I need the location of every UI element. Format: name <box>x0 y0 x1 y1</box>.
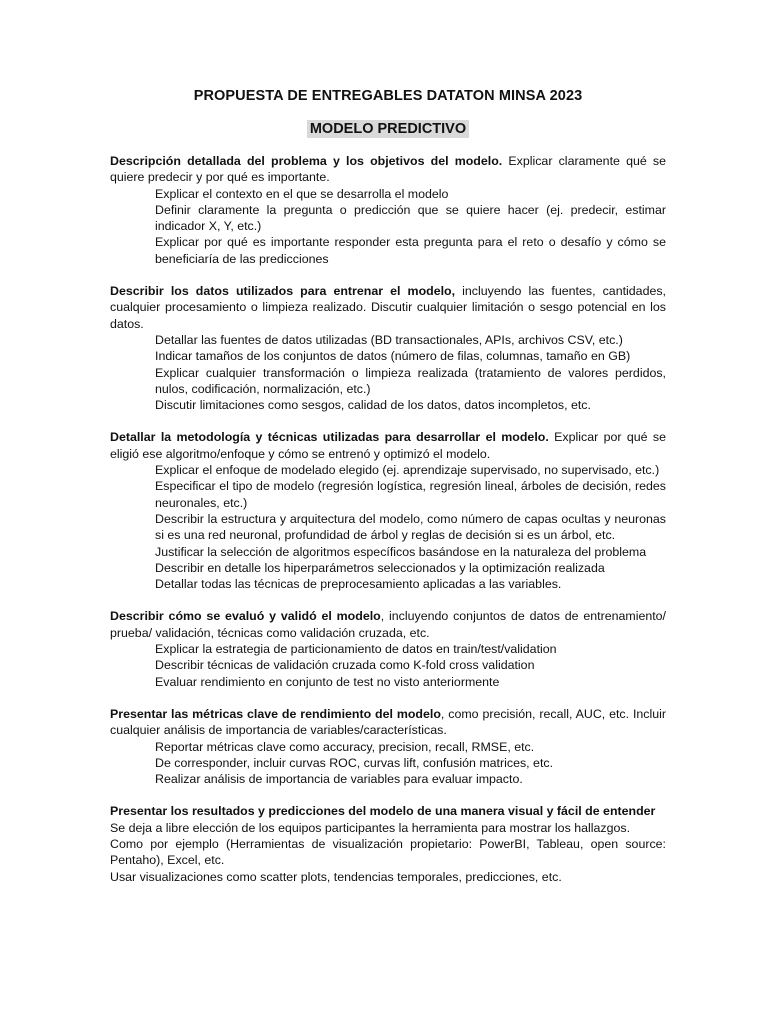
section-heading: Presentar las métricas clave de rendimiento del modelo <box>110 706 441 721</box>
section-lead <box>110 706 666 739</box>
section-intro: incluyendo las fuentes, cantidades, cualquier procesamiento o limpieza realizado. Discutir cualquier limitación o sesgo potencial en los datos. <box>110 284 666 331</box>
section-item-list <box>110 641 666 690</box>
document-title: PROPUESTA DE ENTREGABLES DATATON MINSA 2023 <box>193 88 583 104</box>
body-line: Como por ejemplo (Herramientas de visualización propietario: PowerBI, Tableau, open source: Pentaho), Excel, etc. <box>110 836 666 868</box>
list-item: Explicar la estrategia de particionamiento de datos en train/test/validation <box>155 642 557 657</box>
list-item: Explicar cualquier transformación o limpieza realizada (tratamiento de valores perdidos, nulos, codificación, normalización, etc.) <box>155 365 666 396</box>
list-item: De corresponder, incluir curvas ROC, curvas lift, confusión matrices, etc. <box>155 755 554 770</box>
section-2 <box>110 283 666 413</box>
list-item: Indicar tamaños de los conjuntos de datos (número de filas, columnas, tamaño en GB) <box>155 349 631 364</box>
section-lead <box>110 283 666 332</box>
list-item: Explicar el contexto en el que se desarrolla el modelo <box>155 186 449 201</box>
section-item-list <box>110 186 666 267</box>
list-item: Reportar métricas clave como accuracy, precision, recall, RMSE, etc. <box>155 739 535 754</box>
list-item: Discutir limitaciones como sesgos, calidad de los datos, datos incompletos, etc. <box>155 398 591 413</box>
section-intro: Explicar claramente qué se quiere predecir y por qué es importante. <box>110 154 666 185</box>
body-line: Usar visualizaciones como scatter plots, tendencias temporales, predicciones, etc. <box>110 869 562 884</box>
list-item: Detallar las fuentes de datos utilizadas (BD transactionales, APIs, archivos CSV, etc.) <box>155 332 623 347</box>
section-6 <box>110 803 666 884</box>
section-heading: Detallar la metodología y técnicas utilizadas para desarrollar el modelo. <box>110 430 549 445</box>
section-intro: , incluyendo conjuntos de datos de entrenamiento/ prueba/ validación, técnicas como validación cruzada, etc. <box>110 609 666 640</box>
list-item: Definir claramente la pregunta o predicción que se quiere hacer (ej. predecir, estimar indicador X, Y, etc.) <box>155 202 666 234</box>
section-3 <box>110 429 666 592</box>
document-subtitle: MODELO PREDICTIVO <box>307 120 469 138</box>
section-lead <box>110 608 666 641</box>
section-item-list <box>110 462 666 592</box>
section-lead <box>110 429 666 462</box>
list-item: Describir técnicas de validación cruzada como K-fold cross validation <box>155 658 535 673</box>
subtitle-wrapper <box>110 120 666 138</box>
list-item: Justificar la selección de algoritmos específicos basándose en la naturaleza del problema <box>155 544 647 559</box>
list-item: Realizar análisis de importancia de variables para evaluar impacto. <box>155 772 523 787</box>
section-intro: Explicar por qué se eligió ese algoritmo/enfoque y cómo se entrenó y optimizó el modelo. <box>110 430 666 461</box>
list-item: Especificar el tipo de modelo (regresión logística, regresión lineal, árboles de decisión, redes neuronales, etc.) <box>155 479 666 510</box>
body-line: Se deja a libre elección de los equipos participantes la herramienta para mostrar los hallazgos. <box>110 820 631 835</box>
list-item: Describir en detalle los hiperparámetros seleccionados y la optimización realizada <box>155 560 605 575</box>
section-heading: Presentar los resultados y predicciones del modelo de una manera visual y fácil de entender <box>110 804 656 819</box>
list-item: Evaluar rendimiento en conjunto de test no visto anteriormente <box>155 674 500 689</box>
section-lead <box>110 803 666 819</box>
section-1 <box>110 153 666 267</box>
section-lead <box>110 153 666 186</box>
list-item: Explicar por qué es importante responder esta pregunta para el reto o desafío y cómo se beneficiaría de las predicciones <box>155 235 666 266</box>
section-5 <box>110 706 666 787</box>
section-4 <box>110 608 666 689</box>
section-heading: Describir cómo se evaluó y validó el modelo <box>110 609 381 624</box>
section-intro: , como precisión, recall, AUC, etc. Incluir cualquier análisis de importancia de variables/características. <box>110 706 667 738</box>
list-item: Describir la estructura y arquitectura del modelo, como número de capas ocultas y neuronas si es una red neuronal, profundidad de árbol y reglas de decisión si es un árbol, etc. <box>155 511 666 543</box>
section-item-list <box>110 332 666 413</box>
section-heading: Describir los datos utilizados para entrenar el modelo, <box>110 284 456 299</box>
section-heading: Descripción detallada del problema y los objetivos del modelo. <box>110 154 503 168</box>
list-item: Explicar el enfoque de modelado elegido (ej. aprendizaje supervisado, no supervisado, etc.) <box>155 463 660 478</box>
sections-container <box>110 153 666 885</box>
list-item: Detallar todas las técnicas de preprocesamiento aplicadas a las variables. <box>155 577 562 592</box>
section-item-list <box>110 739 666 788</box>
